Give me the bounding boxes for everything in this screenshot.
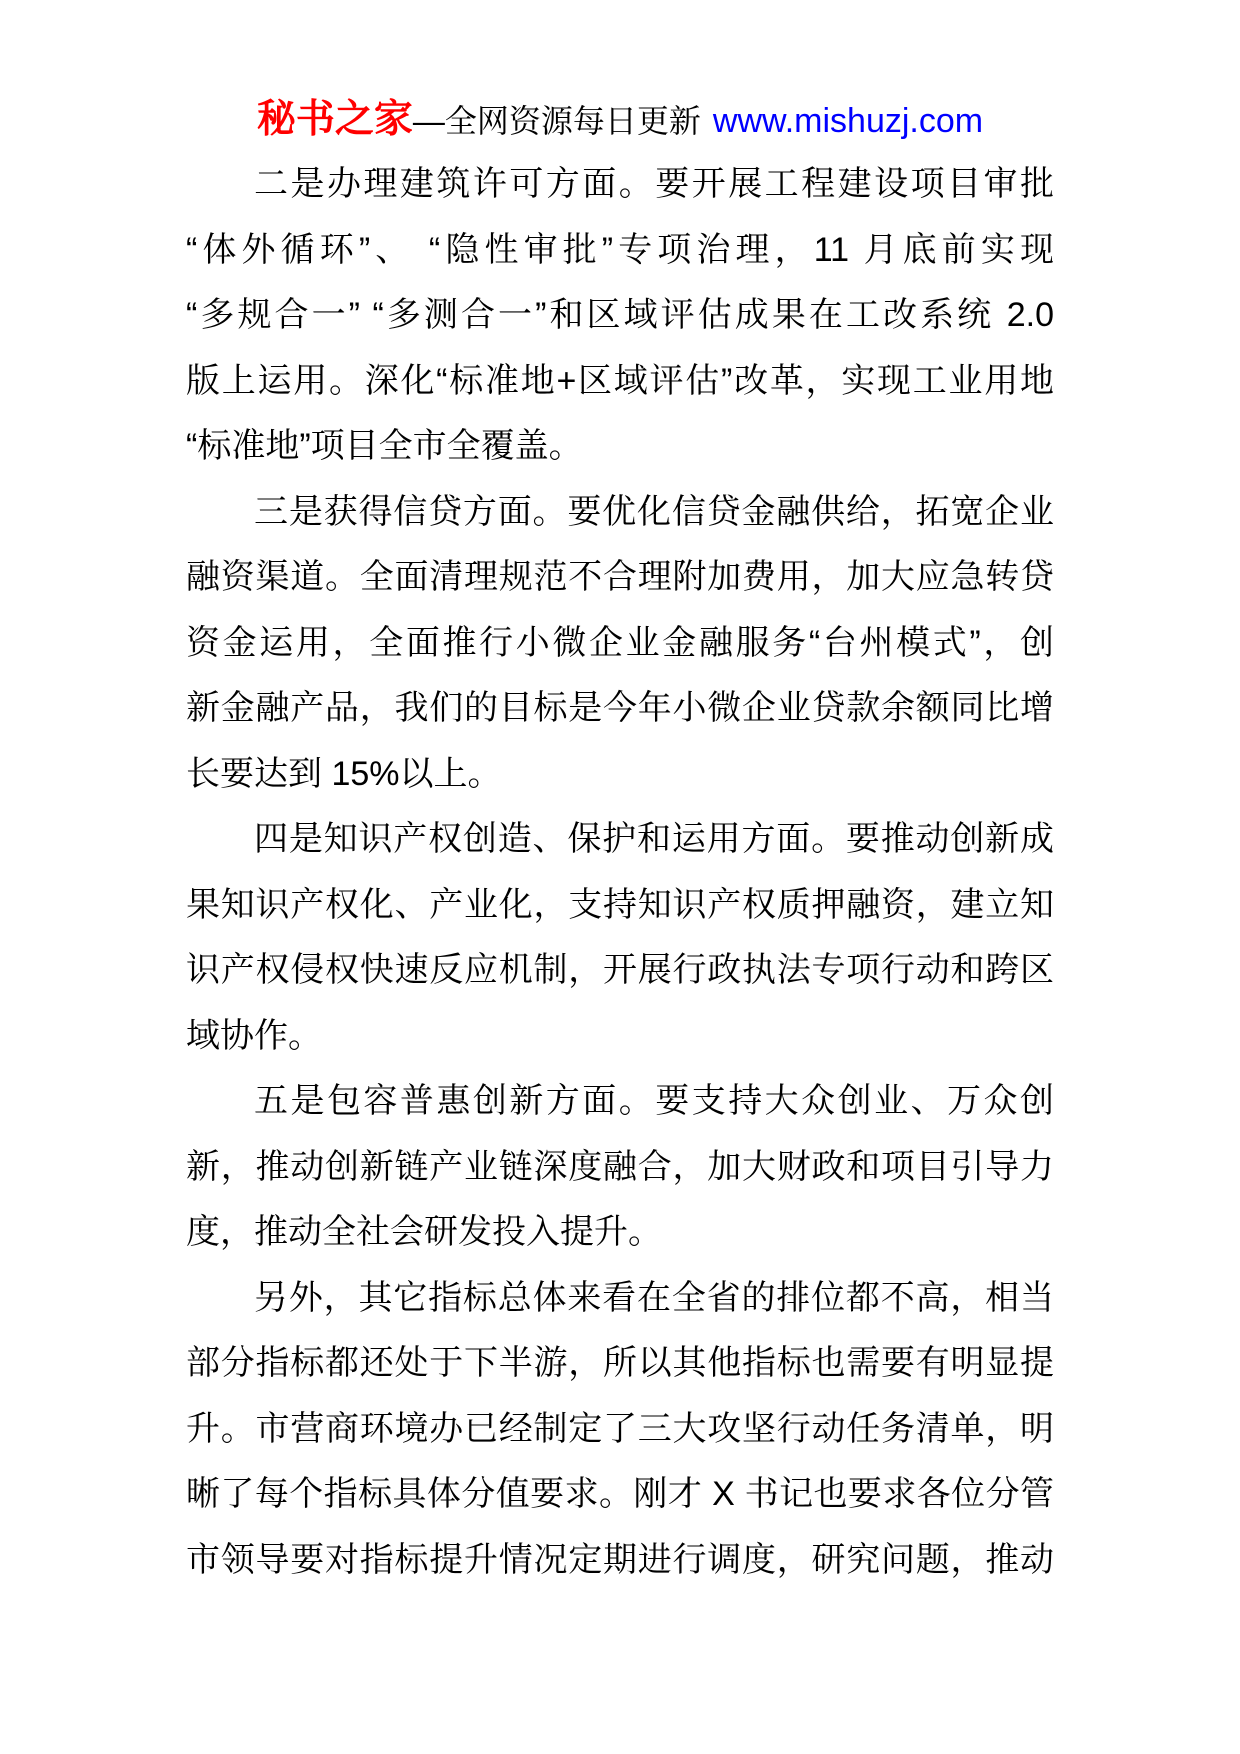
- site-url-link[interactable]: www.mishuzj.com: [712, 102, 984, 140]
- text-line: 市领导要对指标提升情况定期进行调度，研究问题，推动: [186, 1540, 1054, 1579]
- text-line: 五是包容普惠创新方面。要支持大众创业、万众创: [254, 1082, 1054, 1120]
- site-name: 秘书之家: [256, 98, 413, 141]
- text-line: 资金运用，全面推行小微企业金融服务“台州模式”，创: [186, 623, 1054, 662]
- text-line: 升。市营商环境办已经制定了三大攻坚行动任务清单，明: [186, 1409, 1054, 1448]
- text-line: 三是获得信贷方面。要优化信贷金融供给，拓宽企业: [254, 492, 1054, 531]
- text-line: 二是办理建筑许可方面。要开展工程建设项目审批: [254, 165, 1054, 203]
- text-line: 版上运用。深化“标准地+区域评估”改革，实现工业用地: [186, 361, 1054, 400]
- text-line: 新，推动创新链产业链深度融合，加大财政和项目引导力: [186, 1147, 1054, 1186]
- text-line: 果知识产权化、产业化，支持知识产权质押融资，建立知: [186, 885, 1054, 924]
- text-line: “标准地”项目全市全覆盖。: [186, 427, 583, 465]
- text-line: 域协作。: [186, 1016, 322, 1055]
- text-line: “多规合一” “多测合一”和区域评估成果在工改系统 2.0: [186, 296, 1054, 334]
- text-line: 部分指标都还处于下半游，所以其他指标也需要有明显提: [186, 1344, 1054, 1382]
- text-line: 度，推动全社会研发投入提升。: [186, 1213, 662, 1251]
- text-line: 四是知识产权创造、保护和运用方面。要推动创新成: [254, 820, 1054, 858]
- text-line: 融资渠道。全面清理规范不合理附加费用，加大应急转贷: [186, 558, 1054, 596]
- text-line: 新金融产品，我们的目标是今年小微企业贷款余额同比增: [186, 689, 1054, 727]
- site-header: [0, 96, 1240, 152]
- text-line: 晰了每个指标具体分值要求。刚才 X 书记也要求各位分管: [186, 1475, 1054, 1513]
- text-line: 长要达到 15%以上。: [186, 754, 502, 793]
- document-body: [186, 152, 1054, 1593]
- text-line: 识产权侵权快速反应机制，开展行政执法专项行动和跨区: [186, 951, 1054, 989]
- site-tagline: —全网资源每日更新: [412, 103, 701, 139]
- text-line: “体外循环”、 “隐性审批”专项治理，11 月底前实现: [186, 230, 1054, 269]
- text-line: 另外，其它指标总体来看在全省的排位都不高，相当: [254, 1278, 1054, 1317]
